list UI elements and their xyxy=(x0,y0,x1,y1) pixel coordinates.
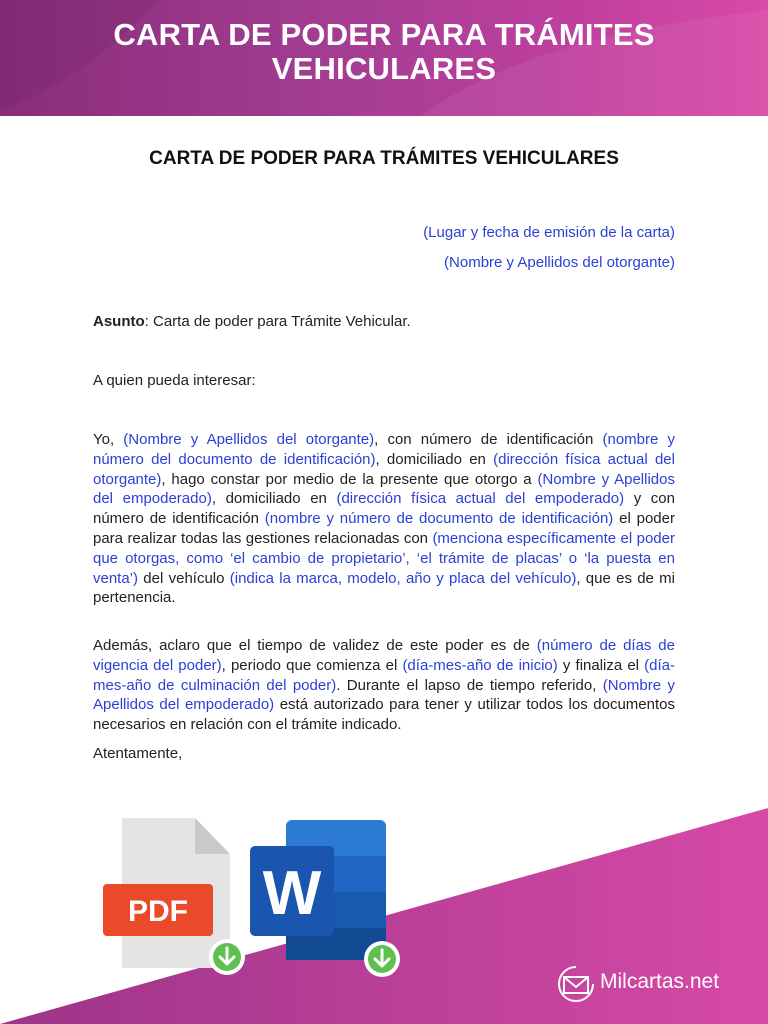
p2-text: Además, aclaro que el tiempo de validez de este poder es de xyxy=(93,637,537,654)
p2-placeholder: (día-mes-año de culminación del poder) xyxy=(93,656,675,694)
p1-text: , con número de identificación xyxy=(374,431,603,448)
place-date-placeholder: (Lugar y fecha de emisión de la carta) xyxy=(423,224,675,241)
p1-text: , que es de mi pertenencia. xyxy=(93,569,676,607)
p2-placeholder: (Nombre y Apellidos del empoderado) xyxy=(93,676,676,714)
header-banner xyxy=(0,0,768,116)
p2-text: y finaliza el xyxy=(557,656,645,674)
pdf-label: PDF xyxy=(128,895,188,928)
closing: Atentamente, xyxy=(93,745,183,762)
word-download-icon[interactable] xyxy=(248,818,408,980)
p1-placeholder: (nombre y número del documento de identificación) xyxy=(93,431,675,468)
p1-placeholder: (menciona específicamente el poder que otorgas, como ‘el cambio de propietario’, ‘el trámite de placas’ o ‘la puesta en venta’) xyxy=(93,529,675,587)
p2-placeholder: (día-mes-año de inicio) xyxy=(402,656,558,674)
p1-placeholder: (dirección física actual del empoderado) xyxy=(336,490,625,508)
grantor-name-placeholder: (Nombre y Apellidos del otorgante) xyxy=(444,254,675,271)
paragraph-2 xyxy=(93,636,675,735)
brand-name: Milcartas.net xyxy=(600,970,720,993)
p1-placeholder: (Nombre y Apellidos del empoderado) xyxy=(93,470,675,508)
salutation: A quien pueda interesar: xyxy=(93,372,256,389)
p1-placeholder: (nombre y número de documento de identificación) xyxy=(264,510,614,528)
p1-text: y con número de identificación xyxy=(93,490,675,528)
envelope-icon xyxy=(556,964,596,1004)
subject-label: Asunto xyxy=(93,313,145,330)
header-title-line-2: VEHICULARES xyxy=(271,51,497,86)
p1-text: Yo, xyxy=(93,431,124,448)
p1-text: , domiciliado en xyxy=(211,490,337,508)
p1-text: del vehículo xyxy=(138,569,230,587)
header-title xyxy=(0,18,768,86)
p2-text: . Durante el lapso de tiempo referido, xyxy=(336,676,603,694)
paragraph-1 xyxy=(93,430,675,608)
p1-text: el poder para realizar todas las gestiones relacionadas con xyxy=(93,510,675,547)
word-letter: W xyxy=(262,859,322,928)
p1-text: , domiciliado en xyxy=(375,450,494,468)
document-title: CARTA DE PODER PARA TRÁMITES VEHICULARES xyxy=(149,148,619,169)
brand-logo[interactable] xyxy=(556,964,756,1004)
subject-text: : Carta de poder para Trámite Vehicular. xyxy=(144,313,411,330)
header-title-line-1: CARTA DE PODER PARA TRÁMITES xyxy=(113,17,655,52)
pdf-download-icon[interactable] xyxy=(100,818,250,978)
p2-placeholder: (número de días de vigencia del poder) xyxy=(93,637,675,674)
p2-text: , periodo que comienza el xyxy=(221,656,403,674)
p1-placeholder: (indica la marca, modelo, año y placa del vehículo) xyxy=(229,569,577,587)
p2-text: está autorizado para tener y utilizar todos los documentos necesarios en relación con el trámite indicado. xyxy=(93,696,675,734)
p1-placeholder: (Nombre y Apellidos del otorgante) xyxy=(123,431,375,448)
p1-text: , hago constar por medio de la presente que otorgo a xyxy=(161,470,538,488)
subject-line xyxy=(93,312,675,332)
p1-placeholder: (dirección física actual del otorgante) xyxy=(93,450,675,488)
